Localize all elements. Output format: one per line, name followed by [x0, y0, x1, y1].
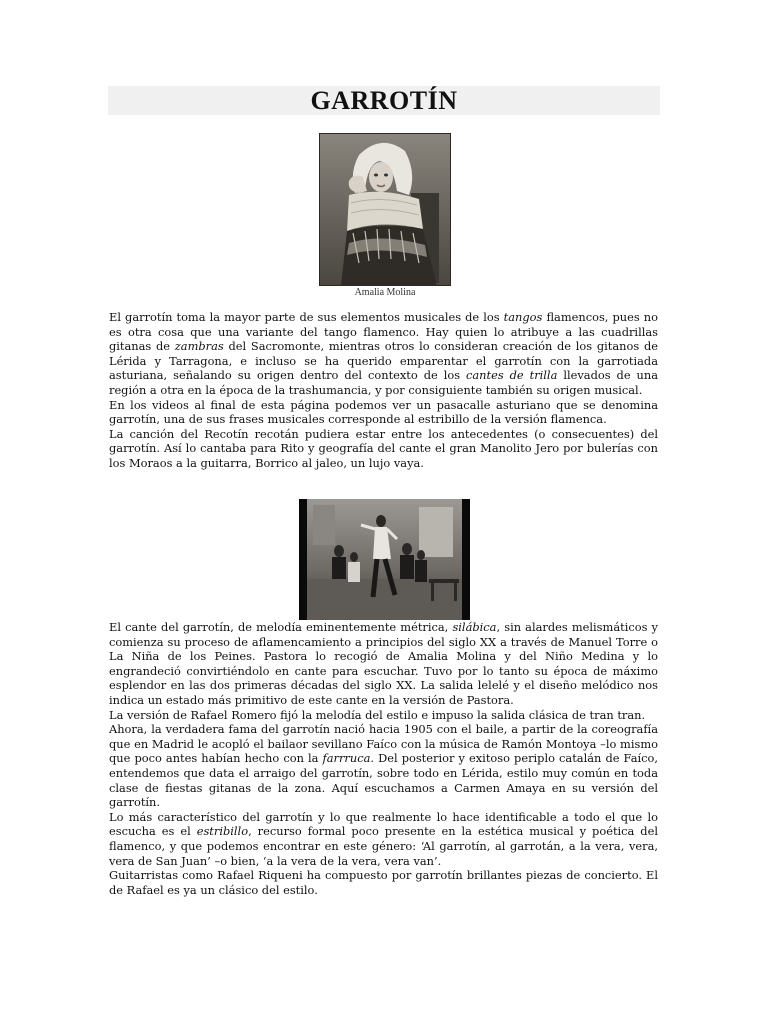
portrait-image: [319, 133, 451, 286]
paragraph: La canción del Recotín recotán pudiera estar entre los antecedentes (o consecuentes) del garrotín. Así lo cantaba para Rito y geografía del cante el gran Manolito Jero por bulerías con los Moraos a la guitarra, Borrico al jaleo, un lujo vaya.: [109, 426, 658, 470]
paragraph: Guitarristas como Rafael Riqueni ha compuesto por garrotín brillantes piezas de concierto. El de Rafael es ya un clásico del estilo.: [109, 868, 658, 897]
paragraph: La versión de Rafael Romero fijó la melodía del estilo e impuso la salida clásica de tran tran.: [109, 707, 646, 722]
portrait-photo: [319, 133, 451, 286]
paragraph: En los videos al final de esta página podemos ver un pasacalle asturiano que se denomina garrotín, una de sus frases musicales corresponde al estribillo de la versión flamenca.: [109, 397, 658, 427]
paragraph: El garrotín toma la mayor parte de sus elementos musicales de los tangos flamencos, pues no es otra cosa que una variante del tango flamenco. Hay quien lo atribuye a las cuadrillas gitanas de zambras del Sacromonte, mientras otros lo consideran creación de los gitanos de Lérida y Tarragona, e incluso se ha querido emparentar el garrotín con la garrotiada asturiana, señalando su origen dentro del contexto de los cantes de trilla llevados de una región a otra en la época de la trashumancia, y por consiguiente también su origen musical.: [109, 310, 658, 397]
page-title: GARROTÍN: [310, 86, 458, 115]
text-block-history: [109, 620, 658, 897]
dance-scene-image: [299, 499, 470, 620]
paragraph: Ahora, la verdadera fama del garrotín nació hacia 1905 con el baile, a partir de la coreografía que en Madrid le acopló el bailaor sevillano Faíco con la música de Ramón Montoya –lo mismo que poco antes habían hecho con la farrruca. Del posterior y exitoso periplo catalán de Faíco, entendemos que data el arraigo del garrotín, sobre todo en Lérida, estilo muy común en toda clase de fiestas gitanas de la zona. Aquí escuchamos a Carmen Amaya en su versión del garrotín.: [109, 722, 658, 810]
paragraph: Lo más característico del garrotín y lo que realmente lo hace identificable a todo el que lo escucha es el estribillo, recurso formal poco presente en la estética musical y poética del flamenco, y que podemos encontrar en este género: ‘Al garrotín, al garrotán, a la vera, vera, vera de San Juan’ –o bien, ‘a la vera de la vera, vera van’.: [109, 809, 658, 868]
video-still-photo: [299, 499, 470, 620]
title-bar: [108, 86, 660, 115]
text-block-intro: [109, 310, 658, 471]
paragraph: El cante del garrotín, de melodía eminentemente métrica, silábica, sin alardes melismáticos y comienza su proceso de aflamencamiento a principios del siglo XX a través de Manuel Torre o La Niña de los Peines. Pastora lo recogió de Amalia Molina y del Niño Medina y lo engrandeció convirtiéndolo en cante para escuchar. Tuvo por lo tanto su época de máximo esplendor en las dos primeras décadas del siglo XX. La salida lelelé y el diseño melódico nos indica un estado más primitivo de este cante en la versión de Pastora.: [109, 620, 658, 707]
photo-caption: Amalia Molina: [354, 287, 416, 298]
